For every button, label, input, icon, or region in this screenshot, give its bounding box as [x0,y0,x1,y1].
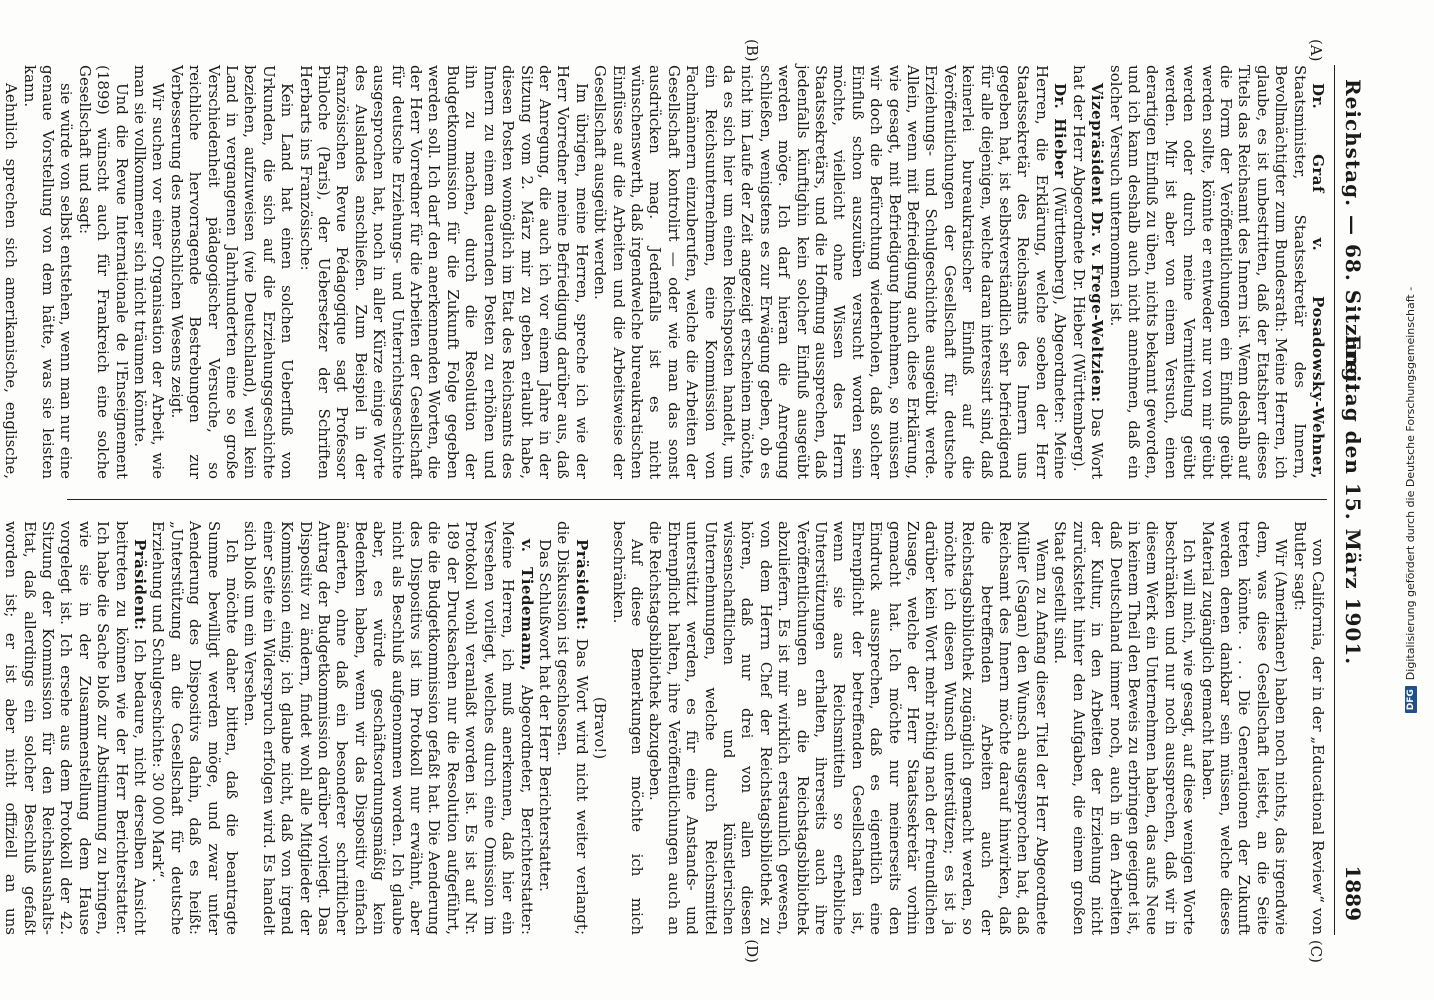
margin-marker-d: (D) [743,939,761,963]
header-page-number: 1889 [1341,865,1365,921]
paragraph [1198,521,1290,935]
speaker-name: Dr. Hieber [1051,83,1070,179]
paragraph [1106,65,1327,479]
left-text-column [2,65,1327,480]
paragraph [0,65,20,479]
paragraph-text: Wir suchen vor einer Organisation der Arbeit, wie man sie vollkommener sich nicht träumen könnte. [131,65,168,479]
paragraph-text: Kein Land hat einen solchen Ueberfluß von Urkunden, die sich auf die Erziehungsgeschichte beziehen, aufzuweisen (wie Deutschland), weil kein Land in vergangenen Jahrhunderten eine so große Verschiedenheit pädagogischer Versuche, so reichliche hervorragende Bestrebungen zur Verbesserung des menschlichen Wesens zeigt. [167,65,297,479]
rotated-newspaper-page [2,35,1387,965]
margin-marker-b: (B) [743,39,761,62]
paragraph-text: Das Schlußwort hat der Herr Berichterstatter. [535,539,554,892]
margin-marker-a: (A) [1307,39,1325,62]
paragraph-text: Und die Revue Internationale de l'Enseignement (1899) wünscht auch für Frankreich eine solche Gesellschaft und sagt: [75,65,131,479]
paragraph-text: (Bravo!) [591,696,610,760]
paragraph [20,65,75,479]
speaker-name: v. Tiedemann, [517,539,536,672]
header-session-title: Reichstag. — 68. Sitzung. [1341,79,1365,391]
dfg-logo: DFG [1405,686,1417,713]
paragraph-text: Wir (Amerikaner) haben noch nichts, das irgendwie dem, was diese Gesellschaft leistet, an die Seite treten könnte. . . . Die Generationen der Zukunft werden denen dankbar sein müssen, welche dieses Material zugänglich gemacht haben. [1198,521,1291,935]
column-divider [67,499,1327,500]
paragraph [149,521,241,935]
paragraph-text: von California, der in der „Educational Review“ von Butler sagt: [1290,521,1327,935]
speaker-name: Präsident: [572,539,591,631]
credit-text: Digitalisierung gefördert durch die Deutsche Forschungsgemeinschaft - [1404,286,1417,681]
paragraph-text: Staatsminister, Staatssekretär des Innern, Bevollmächtigter zum Bundesrath: Meine Herren, ich glaube, es ist unbestritten, daß der Etatsherr dieses Titels das Reichsamt des Innern ist. Wenn deshalb auf die Form der Veröffentlichungen ein Einfluß geübt werden sollte, könnte er entweder nur von mir geübt werden oder durch meine Vermittelung geübt werden. Mir ist aber von einem Versuch, einen derartigen Einfluß zu üben, nichts bekannt geworden, und ich kann deshalb auch nicht annehmen, daß ein solcher Versuch unternommen ist. [1106,65,1309,479]
paragraph-text: Ich will mich, wie gesagt, auf diese wenigen Worte beschränken und nur noch aussprechen, daß wir in diesem Werk ein Unternehmen haben, das aufs Neue in keinem Theil den Beweis zu erbringen geeignet ist, daß Deutschland immer noch, auch in den Arbeiten der Kultur, in den Arbeiten der Erziehung nicht zurücksteht hinter den Aufgaben, die einem großen Staat gestellt sind. [1051,521,1199,935]
speaker-name: Dr. Graf v. Posadowsky-Wehner, [1309,83,1327,479]
paragraph-text: Aehnlich sprechen sich amerikanische, englische, [2,83,21,479]
paragraph [0,521,149,935]
margin-marker-c: (C) [1307,939,1325,963]
paragraph [1290,521,1327,935]
paragraph-text: Das Wort hat der Herr Abgeordnete Dr. Hieber (Württemberg). [1069,65,1107,479]
paragraph [131,65,168,479]
text-columns [2,39,1327,963]
paragraph [591,521,609,935]
paragraph [554,521,591,935]
digitization-credit [1402,10,1420,990]
paragraph [167,65,296,479]
speaker-name: Vizepräsident Dr. v. Frege-Weltzien: [1088,83,1107,403]
paragraph [536,521,554,935]
page-header [1334,65,1369,935]
right-text-column [2,521,1327,935]
paragraph-text: Im übrigen, meine Herren, spreche ich wie der Herr Vorredner meine Befriedigung darüber aus, daß der Anregung, die auch ich vor einem Jahre in der Sitzung vom 2. März mir zu geben erlaubt habe, diesen Posten womöglich im Etat des Reichsamts des Innern zu einem dauernden Posten zu erhöhen und ihn zu machen, durch die Resolution der Budgetkommission für die Zukunft Folge gegeben werden soll. Ich darf den anerkennenden Worten, die der Herr Vorredner für die Arbeiten der Gesellschaft für deutsche Erziehungs- und Unterrichtsgeschichte ausgesprochen hat, noch in aller Kürze einige Worte des Auslandes anschließen. Zum Beispiel in der französischen Revue Pédagogique sagt Professor Pinloche (Paris), der Uebersetzer der Schriften Herbarts ins Französische: [296,65,591,479]
paragraph-text: (Württemberg), Abgeordneter: Meine Herren, die Erklärung, welche soeben der Herr Staatssekretär des Reichsamts des Innern uns gegeben hat, ist selbstverständlich sehr befriedigend für alle diejenigen, welche daran interessirt sind, daß keinerlei bureaukratischer Einfluß auf die Veröffentlichungen der Gesellschaft für deutsche Erziehungs- und Schulgeschichte ausgeübt werde. Allein, wenn mit Befriedigung auch diese Erklärung, wie gesagt, mit Befriedigung hinnehmen, so müssen wir doch die Befürchtung wiederholen, daß solcher Einfluß schon auszuüben versucht worden sein möchte, vielleicht ohne Wissen des Herrn Staatssekretärs, und die Hoffnung aussprechen, daß jedenfalls künftighin kein solcher Einfluß ausgeübt werden möge. Ich darf hieran die Anregung schließen, wenigstens es zur Erwägung geben, ob es nicht im Laufe der Zeit angezeigt erscheinen möchte, da es sich hier um einen Reichsposten handelt, um ein Reichsunternehmen, eine Kommission von Fachmännern einzuberufen, welche die Arbeiten der Gesellschaft kontrolirt — oder wie man das sonst ausdrücken mag. Jedenfalls ist es nicht wünschenswerth, daß irgendwelche bureaukratischen Einflüsse auf die Arbeiten und die Arbeitsweise der Gesellschaft ausgeübt werden. [591,65,1070,480]
paragraph [609,521,646,935]
paragraph-text: Ich bedaure, nicht derselben Ansicht beitreten zu können wie der Herr Berichterstatter. Ich habe die Sache bloß zur Abstimmung zu bringen, wie sie in der Zusammenstellung dem Hause vorgelegt ist. Ich ersehe aus dem Protokoll der 42. Sitzung der Kommission für den Reichshaushalts-Etat, daß allerdings ein solcher Beschluß gefaßt worden ist; er ist aber nicht offiziell an uns [2,521,149,935]
header-date: Freitag den 15. März 1901. [1341,334,1365,666]
speaker-name: Präsident: [131,539,149,631]
paragraph [296,65,591,479]
paragraph-text: sie würde von selbst entstehen, wenn man nur eine genaue Vorstellung von dem hätte, was sie leisten kann. [20,65,76,479]
paragraph [75,65,130,479]
paragraph-text: Wenn zu Anfang dieser Titel der Herr Abgeordnete Müller (Sagan) den Wunsch ausgesprochen hat, daß Reichsamt des Innern möchte darauf hinwirken, daß die betreffenden Arbeiten auch der Reichstagsbibliothek zugänglich gemacht werden, so möchte ich diesen Wunsch unterstützen; es ist ja darüber kein Wort mehr nöthig nach der freundlichen Zusage, welche der Herr Staatssekretär vorhin gemacht hat. Ich möchte nur meinerseits den Eindruck aussprechen, daß es eigentlich eine Ehrenpflicht der betreffenden Gesellschaften ist, wenn sie aus Reichsmitteln so erhebliche Unterstützungen erhalten, ihrerseits auch ihre Veröffentlichungen an die Reichstagsbibliothek abzuliefern. Es ist mir wirklich erstaunlich gewesen, von dem Herrn Chef der Reichstagsbibliothek zu hören, daß nur drei von allen diesen wissenschaftlichen und künstlerischen Unternehmungen, welche durch Reichsmittel unterstützt werden, es für eine Anstands- und Ehrenpflicht halten, ihre Veröffentlichungen auch an die Reichstagsbibliothek abzugeben. [646,521,1051,935]
paragraph-text: Abgeordneter, Berichterstatter: Meine Herren, ich muß anerkennen, daß hier ein Versehen vorliegt, welches durch eine Omission im Protokoll wohl veranlaßt worden ist. Es ist auf Nr. 189 der Drucksachen nur die Resolution aufgeführt, die die Budgetkommission gefaßt hat. Die Aenderung des Dispositivs ist im Protokoll nur erwähnt, aber nicht als Beschluß aufgenommen worden. Ich glaube aber, es würde geschäftsordnungsmäßig kein Bedenken haben, wenn wir das Dispositiv einfach änderten, ohne daß ein besonderer schriftlicher Antrag der Budgetkommission darüber vorliegt. Das Dispositiv zu ändern, findet wohl alle Mitglieder der Kommission einig; ich glaube nicht, daß von irgend einer Seite ein Widerspruch erfolgen wird. Es handelt sich bloß um ein Versehen. [241,521,536,935]
paragraph [241,521,536,935]
paragraph [1069,65,1106,479]
paragraph-text: Das Wort wird nicht weiter verlangt; die Diskussion ist geschlossen. [554,521,591,935]
paragraph-text: Auf diese Bemerkungen möchte ich mich beschränken. [609,521,646,935]
paragraph [591,65,1070,479]
paragraph [1051,521,1198,935]
paragraph [646,521,1051,935]
paragraph-text: Ich möchte daher bitten, daß die beantragte Summe bewilligt werden möge, und zwar unter Aenderung des Dispositivs dahin, daß es heißt: „Unterstützung an die Gesellschaft für deutsche Erziehung und Schulgeschichte: 30 000 Mark“. [149,521,242,935]
